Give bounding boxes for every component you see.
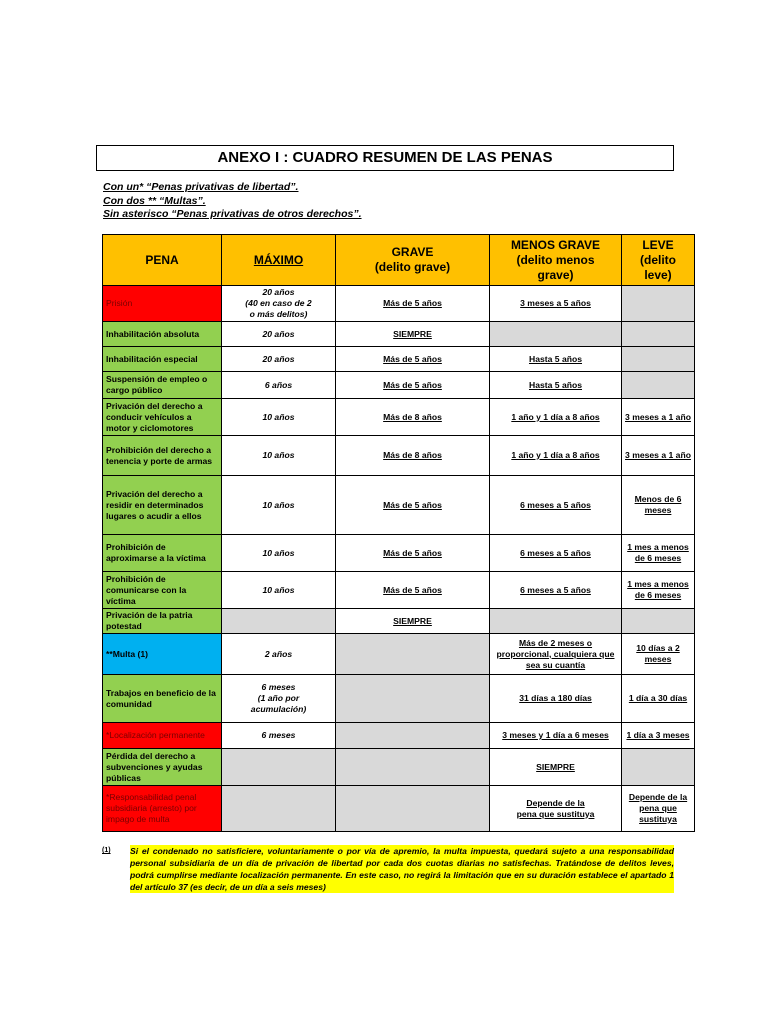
cell-leve: 1 mes a menos de 6 meses: [622, 535, 695, 572]
cell-menos-grave: SIEMPRE: [490, 749, 622, 786]
cell-grave: [336, 723, 490, 749]
cell-pena: Pérdida del derecho a subvenciones y ayudas públicas: [103, 749, 222, 786]
cell-maximo: 6 meses: [222, 723, 336, 749]
cell-grave: Más de 5 años: [336, 476, 490, 535]
header-maximo: MÁXIMO: [222, 235, 336, 286]
cell-menos-grave: 6 meses a 5 años: [490, 572, 622, 609]
cell-grave: Más de 5 años: [336, 572, 490, 609]
cell-maximo: [222, 749, 336, 786]
cell-menos-grave: Hasta 5 años: [490, 372, 622, 399]
legend: [103, 181, 362, 222]
cell-pena: Prisión: [103, 286, 222, 322]
cell-grave: Más de 5 años: [336, 372, 490, 399]
legend-line-multas: Con dos ** “Multas”.: [103, 194, 206, 207]
cell-grave: Más de 5 años: [336, 535, 490, 572]
table-row: [103, 675, 695, 723]
table-row: [103, 436, 695, 476]
cell-menos-grave: 6 meses a 5 años: [490, 535, 622, 572]
cell-maximo: 2 años: [222, 634, 336, 675]
cell-maximo: 10 años: [222, 436, 336, 476]
table-row: [103, 347, 695, 372]
penalties-table: [102, 234, 695, 832]
cell-menos-grave: 6 meses a 5 años: [490, 476, 622, 535]
cell-leve: [622, 372, 695, 399]
cell-grave: Más de 5 años: [336, 347, 490, 372]
table-row: [103, 322, 695, 347]
cell-leve: [622, 749, 695, 786]
cell-menos-grave: Más de 2 meses o proporcional, cualquiera que sea su cuantía: [490, 634, 622, 675]
cell-leve: 3 meses a 1 año: [622, 399, 695, 436]
header-grave: GRAVE (delito grave): [336, 235, 490, 286]
cell-pena: *Localización permanente: [103, 723, 222, 749]
cell-maximo: 10 años: [222, 535, 336, 572]
cell-menos-grave: 3 meses a 5 años: [490, 286, 622, 322]
cell-leve: 1 mes a menos de 6 meses: [622, 572, 695, 609]
cell-leve: [622, 322, 695, 347]
cell-menos-grave: 1 año y 1 día a 8 años: [490, 436, 622, 476]
cell-maximo: 6 meses (1 año por acumulación): [222, 675, 336, 723]
footnote-marker: (1): [102, 847, 111, 854]
cell-maximo: [222, 786, 336, 832]
legend-line-otros-derechos: Sin asterisco “Penas privativas de otros derechos”.: [103, 208, 362, 220]
cell-leve: [622, 609, 695, 634]
table-row: [103, 609, 695, 634]
page-title: ANEXO I : CUADRO RESUMEN DE LAS PENAS: [96, 145, 674, 171]
cell-menos-grave: Hasta 5 años: [490, 347, 622, 372]
cell-pena: **Multa (1): [103, 634, 222, 675]
cell-maximo: 20 años: [222, 347, 336, 372]
cell-maximo: 10 años: [222, 399, 336, 436]
cell-grave: Más de 8 años: [336, 399, 490, 436]
footnote-text: Si el condenado no satisficiere, voluntariamente o por vía de apremio, la multa impuesta, quedará sujeto a una responsabilidad personal subsidiaria de un día de privación de libertad por cada dos cuotas diarias no satisfechas. Tratándose de delitos leves, podrá cumplirse mediante localización permanente. En este caso, no regirá la limitación que en su duración establece el apartado 1 del artículo 37 (es decir, de un día a seis meses): [130, 846, 674, 892]
cell-leve: [622, 286, 695, 322]
cell-leve: 3 meses a 1 año: [622, 436, 695, 476]
table-header-row: [103, 235, 695, 286]
cell-menos-grave: 3 meses y 1 día a 6 meses: [490, 723, 622, 749]
cell-grave: [336, 749, 490, 786]
cell-grave: [336, 634, 490, 675]
cell-menos-grave: 31 días a 180 días: [490, 675, 622, 723]
cell-pena: Inhabilitación absoluta: [103, 322, 222, 347]
cell-grave: Más de 8 años: [336, 436, 490, 476]
cell-maximo: 20 años: [222, 322, 336, 347]
cell-leve: Depende de la pena que sustituya: [622, 786, 695, 832]
table-row: [103, 476, 695, 535]
cell-pena: Privación de la patria potestad: [103, 609, 222, 634]
cell-grave: Más de 5 años: [336, 286, 490, 322]
table-row: [103, 572, 695, 609]
table-row: [103, 749, 695, 786]
cell-pena: Privación del derecho a residir en determinados lugares o acudir a ellos: [103, 476, 222, 535]
cell-leve: 1 día a 3 meses: [622, 723, 695, 749]
footnote: [102, 845, 674, 893]
cell-pena: *Responsabilidad penal subsidiaria (arresto) por impago de multa: [103, 786, 222, 832]
cell-pena: Inhabilitación especial: [103, 347, 222, 372]
table-row: [103, 786, 695, 832]
cell-pena: Prohibición del derecho a tenencia y porte de armas: [103, 436, 222, 476]
cell-menos-grave: Depende de la pena que sustituya: [490, 786, 622, 832]
header-leve: LEVE (delito leve): [622, 235, 695, 286]
cell-leve: 1 día a 30 días: [622, 675, 695, 723]
cell-maximo: [222, 609, 336, 634]
legend-line-privativas-libertad: Con un* “Penas privativas de libertad”.: [103, 181, 299, 193]
table-row: [103, 723, 695, 749]
header-pena: PENA: [103, 235, 222, 286]
cell-maximo: 10 años: [222, 572, 336, 609]
cell-grave: SIEMPRE: [336, 609, 490, 634]
cell-grave: [336, 675, 490, 723]
cell-leve: [622, 347, 695, 372]
table-row: [103, 286, 695, 322]
cell-pena: Privación del derecho a conducir vehículos a motor y ciclomotores: [103, 399, 222, 436]
cell-maximo: 20 años (40 en caso de 2 o más delitos): [222, 286, 336, 322]
cell-leve: Menos de 6 meses: [622, 476, 695, 535]
cell-pena: Trabajos en beneficio de la comunidad: [103, 675, 222, 723]
cell-maximo: 10 años: [222, 476, 336, 535]
cell-pena: Prohibición de comunicarse con la víctima: [103, 572, 222, 609]
table-row: [103, 372, 695, 399]
cell-grave: SIEMPRE: [336, 322, 490, 347]
cell-maximo: 6 años: [222, 372, 336, 399]
cell-leve: 10 días a 2 meses: [622, 634, 695, 675]
cell-pena: Prohibición de aproximarse a la víctima: [103, 535, 222, 572]
cell-pena: Suspensión de empleo o cargo público: [103, 372, 222, 399]
cell-grave: [336, 786, 490, 832]
cell-menos-grave: [490, 322, 622, 347]
header-menos-grave: MENOS GRAVE (delito menos grave): [490, 235, 622, 286]
cell-menos-grave: 1 año y 1 día a 8 años: [490, 399, 622, 436]
table-row: [103, 399, 695, 436]
table-row: [103, 535, 695, 572]
cell-menos-grave: [490, 609, 622, 634]
table-row: [103, 634, 695, 675]
